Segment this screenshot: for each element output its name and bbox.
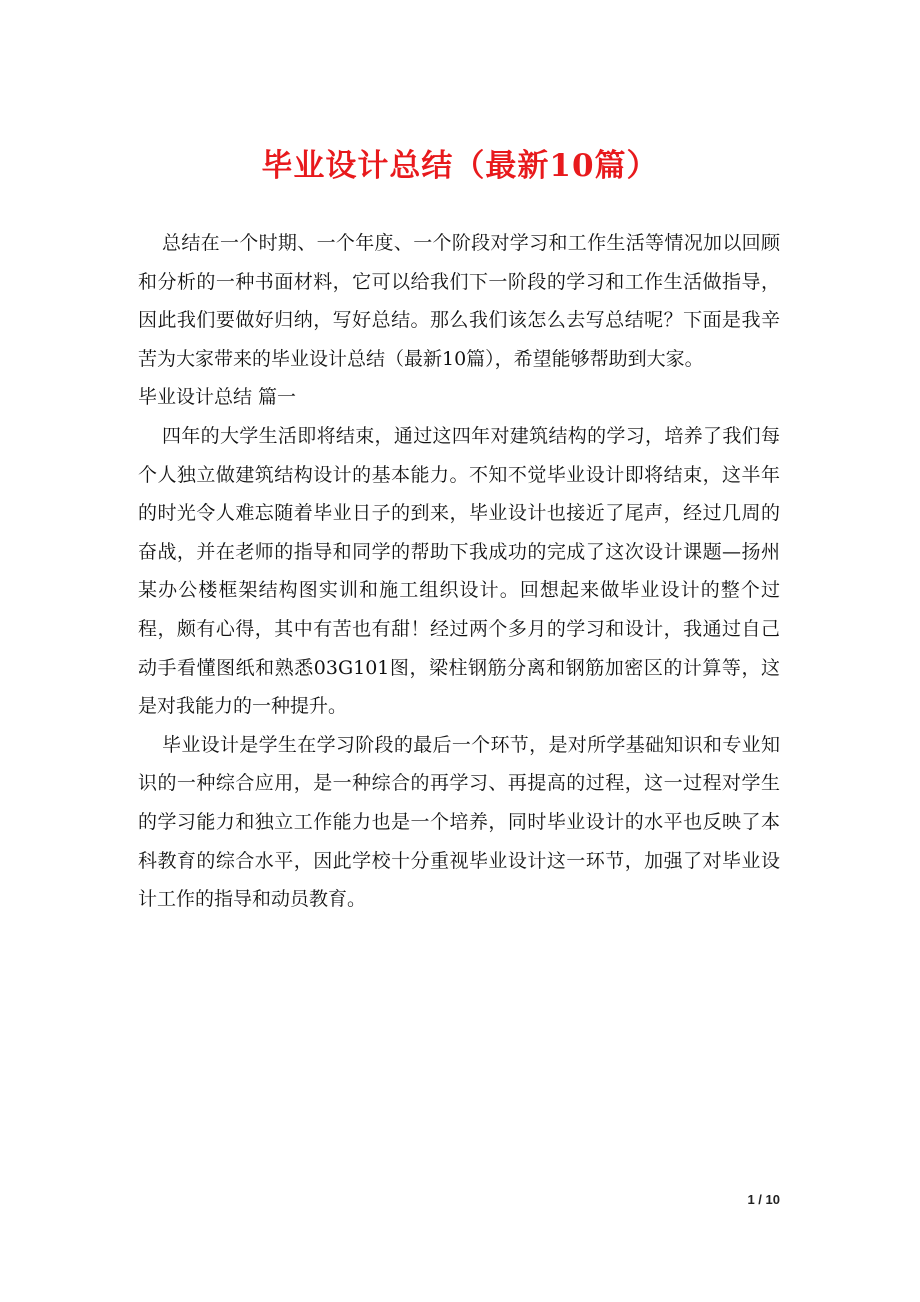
document-body (138, 224, 780, 919)
body-paragraph-2: 毕业设计是学生在学习阶段的最后一个环节，是对所学基础知识和专业知识的一种综合应用，是一种综合的再学习、再提高的过程，这一过程对学生的学习能力和独立工作能力也是一个培养，同时毕业设计的水平也反映了本科教育的综合水平，因此学校十分重视毕业设计这一环节，加强了对毕业设计工作的指导和动员教育。 (138, 733, 780, 911)
document-title: 毕业设计总结（最新10篇） (261, 148, 659, 184)
page-number: 1 / 10 (747, 1192, 780, 1207)
body-paragraph-1: 四年的大学生活即将结束，通过这四年对建筑结构的学习，培养了我们每个人独立做建筑结构设计的基本能力。不知不觉毕业设计即将结束，这半年的时光令人难忘随着毕业日子的到来，毕业设计也接近了尾声，经过几周的奋战，并在老师的指导和同学的帮助下我成功的完成了这次设计课题—扬州某办公楼框架结构图实训和施工组织设计。回想起来做毕业设计的整个过程，颇有心得，其中有苦也有甜！经过两个多月的学习和设计，我通过自己动手看懂图纸和熟悉03G101图，梁柱钢筋分离和钢筋加密区的计算等，这是对我能力的一种提升。 (138, 424, 780, 718)
section-heading: 毕业设计总结 篇一 (138, 386, 297, 409)
intro-paragraph: 总结在一个时期、一个年度、一个阶段对学习和工作生活等情况加以回顾和分析的一种书面材料，它可以给我们下一阶段的学习和工作生活做指导，因此我们要做好归纳，写好总结。那么我们该怎么去写总结呢？下面是我辛苦为大家带来的毕业设计总结（最新10篇），希望能够帮助到大家。 (138, 232, 780, 370)
